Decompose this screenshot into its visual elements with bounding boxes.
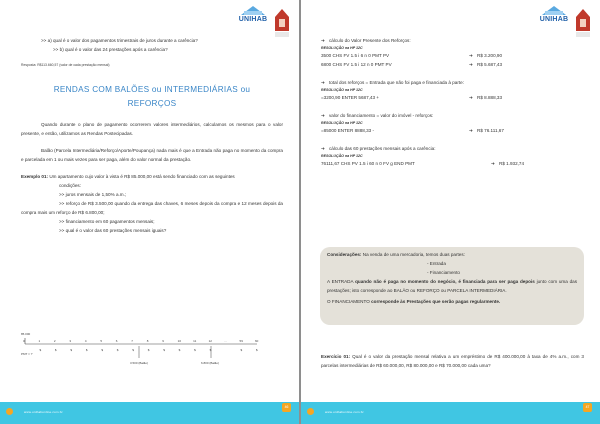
timeline-tick-label: 12 [208,339,212,343]
timeline-value-label: 85.000 [21,332,31,336]
arrow-icon: ➔ [321,113,325,118]
item-valor-financiamento: ➔ valor do financiamento = valor do imóvel - reforços: [321,113,434,118]
timeline-tick-label: 0 [23,339,25,343]
footer-brand-icon [307,408,314,415]
footer-brand-icon [6,408,13,415]
box-item-entrada: - Entrada [427,261,446,266]
timeline-payment-mark: $ [240,348,243,352]
footer-url[interactable]: www.unihabonline.com.br [24,410,63,414]
logo-wordmark: UNIHAB [539,16,569,23]
timeline-payment-mark: $ [116,348,119,352]
timeline-payment-mark: $ [132,348,134,352]
timeline-tick-label: 10 [177,339,181,343]
calc-row: 3500 CHS FV 1.5 i 6 n 0 PMT PV ➔ R$ 3.200,90 [321,53,503,58]
paragraph-balao: Balão (Parcela Intermediária/Reforço/Aporte/Poupança) nada mais é que a Entrada não paga no momento da compra e parcelada em 1 ou mais vezes para ser paga, além do valor normal da prestação. [21,148,283,162]
paragraph-intro: Quando durante o plano de pagamento ocorrerem valores intermediários, calculamos os mesmos para o valor presente, e então, utilizamos as Rendas Postecipadas. [21,122,283,136]
cash-flow-diagram [21,326,261,372]
timeline-payment-mark: $ [54,348,57,352]
resolucao-tag: RESOLUÇÃO na HP 12C [321,46,363,50]
timeline-payment-mark: $ [147,348,150,352]
exercise-paragraph [321,352,584,370]
timeline-tick-label: 8 [146,339,149,343]
box-title: Considerações: Na venda de uma mercadoria, temos duas partes: [327,252,465,257]
timeline-payment-mark: $ [101,348,103,352]
page-number: 47 [583,403,592,412]
footer-url[interactable]: www.unihabonline.com.br [325,410,364,414]
timeline-tick-label: 7 [131,339,133,343]
timeline-tick-label: 11 [193,339,197,343]
consideracoes-box [320,247,584,325]
arrow-icon: ➔ [469,128,473,133]
timeline-payment-mark: $ [39,348,42,352]
calc-row: =85000 ENTER 8888,33 - ➔ R$ 76.111,67 [321,128,504,133]
right-page [301,0,600,424]
item-total-reforcos: ➔ total dos reforços = Entrada que não foi paga e financiada à parte: [321,80,464,85]
timeline-payment-mark: $ [178,348,181,352]
timeline-payment-mark: $ [163,348,165,352]
section-heading-line2: REFORÇOS [127,99,177,108]
example-paragraph [21,172,283,181]
calc-row: 76111,67 CHS PV 1.5 i 60 n 0 FV g END PMT ➔ R$ 1.932,74 [321,161,525,166]
timeline-payment-mark: $ [256,348,258,352]
timeline-tick-label: 59 [239,339,243,343]
timeline-tick-label: 6 [115,339,118,343]
condition-reforco: >> reforço de R$ 3.500,00 quando da entrega das chaves, 6 meses depois da compra e 12 meses depois da compra mais um reforço de R$ 6.800,00; [21,201,283,215]
box-item-financiamento: - Financiamento [427,270,460,275]
exercise-text: Qual é o valor da prestação mensal relativa a um empréstimo de R$ 400.000,00 à taxa de 4% a.m., com 3 parcelas intermediárias de R$ 60.000,00, R$ 80.000,00 e R$ 70.000,00 cada uma? [321,354,584,368]
condition-juros: >> juros mensais de 1,50% a.m.; [59,192,127,197]
timeline-tick-label: 4 [84,339,87,343]
example-label: Exemplo 01: [21,174,49,179]
timeline-tick-label: 5 [100,339,102,343]
arrow-icon: ➔ [469,62,473,67]
conditions-label: condições: [59,183,81,188]
timeline-axis [21,326,261,372]
resolucao-tag: RESOLUÇÃO na HP 12C [321,121,363,125]
timeline-tick-label: 9 [162,339,164,343]
timeline-tick-label: 2 [53,339,56,343]
item-valor-presente: ➔ cálculo do Valor Presente dos Reforços: [321,38,411,43]
logo-wordmark: UNIHAB [238,16,268,23]
section-heading-line1: RENDAS COM BALÕES ou INTERMEDIÁRIAS ou [53,85,251,94]
question-a: >> a) qual é o valor dos pagamentos trimestrais de juros durante a carência? [41,38,198,43]
timeline-tick-label: ... [224,339,227,343]
arrow-icon: ➔ [469,95,473,100]
resolucao-tag: RESOLUÇÃO na HP 12C [321,88,363,92]
timeline-tick-label: 1 [38,339,41,343]
timeline-tick-label: 60 [255,339,259,343]
timeline-payment-mark: $ [70,348,73,352]
box-paragraph-entrada: A ENTRADA quando não é paga no momento do negócio, é financiada para ser paga depois junto com uma das prestações; isto corresponde ao BALÃO ou REFORÇO ou PARCELA INTERMEDIÁRIA. [327,279,578,293]
page-number: 46 [282,403,291,412]
timeline-payment-mark: $ [194,348,196,352]
arrow-icon: ➔ [321,80,325,85]
arrow-icon: ➔ [491,161,495,166]
example-text: Um apartamento cujo valor à vista é R$ 85.000,00 está sendo financiado com as seguintes [49,174,235,179]
condition-financiamento: >> financiamento em 60 pagamentos mensais; [59,219,155,224]
arrow-icon: ➔ [321,38,325,43]
box-paragraph-financiamento: O FINANCIAMENTO corresponde às Prestações que serão pagas regularmente. [327,299,501,304]
balao-2-label: 6.800 (Balão) [201,361,220,365]
timeline-payment-mark: $ [209,348,212,352]
timeline-payment-mark: $ [85,348,88,352]
arrow-icon: ➔ [321,146,325,151]
timeline-pmt-label: PMT = ? [21,352,33,356]
question-b: >> b) qual é o valor das 24 prestações após a carência? [53,47,168,52]
condition-question: >> qual é o valor das 60 prestações mensais iguais? [59,228,167,233]
arrow-icon: ➔ [469,53,473,58]
left-page [0,0,299,424]
item-prestacoes: ➔ cálculo das 60 prestações mensais após a carência: [321,146,436,151]
exercise-label: Exercício 01: [321,354,351,359]
calc-row: 6800 CHS FV 1.5 i 12 n 0 PMT PV ➔ R$ 5.687,43 [321,62,503,67]
resolucao-tag: RESOLUÇÃO na HP 12C [321,154,363,158]
balao-1-label: 3.500 (Balão) [130,361,149,365]
timeline-tick-label: 3 [69,339,72,343]
answer-line: Resposta: R$113.660,57 (valor de cada prestação mensal) [21,63,110,67]
calc-row: =3200,90 ENTER 5687,43 + ➔ R$ 8.888,33 [321,95,503,100]
